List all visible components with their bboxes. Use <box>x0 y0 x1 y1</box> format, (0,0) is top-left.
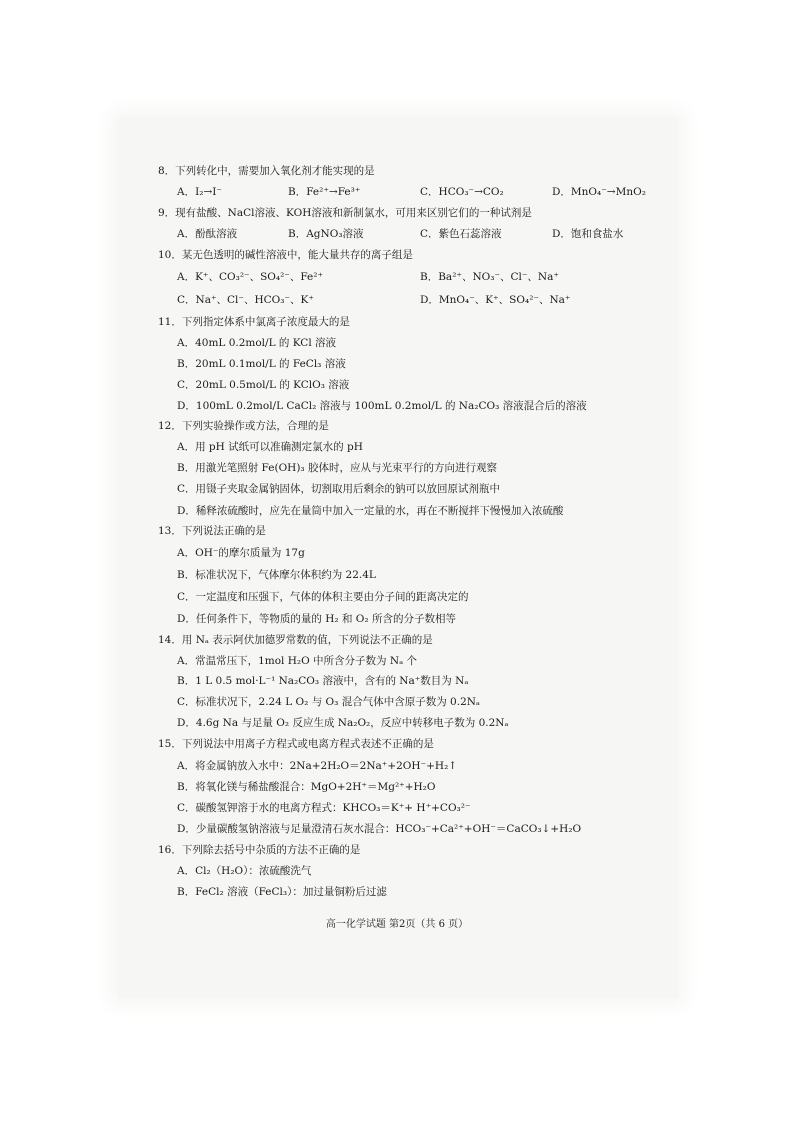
option-d: D．4.6g Na 与足量 O₂ 反应生成 Na₂O₂，反应中转移电子数为 0.2Nₐ <box>177 717 509 729</box>
question-16-stem: 16．下列除去括号中杂质的方法不正确的是 <box>158 844 361 856</box>
option-d: D．MnO₄⁻、K⁺、SO₄²⁻、Na⁺ <box>420 294 571 306</box>
option-c: C．20mL 0.5mol/L 的 KClO₃ 溶液 <box>177 379 350 391</box>
option-a: A．Cl₂（H₂O）：浓硫酸洗气 <box>177 865 312 877</box>
question-11-stem: 11．下列指定体系中氯离子浓度最大的是 <box>158 316 350 328</box>
question-15-stem: 15．下列说法中用离子方程式或电离方程式表述不正确的是 <box>158 738 434 750</box>
option-a: A．将金属钠放入水中：2Na+2H₂O＝2Na⁺+2OH⁻+H₂↑ <box>177 760 458 772</box>
question-12-stem: 12．下列实验操作或方法，合理的是 <box>158 420 329 432</box>
question-13-stem: 13．下列说法正确的是 <box>158 525 266 537</box>
option-d: D．饱和食盐水 <box>552 228 624 240</box>
option-c: C．HCO₃⁻→CO₂ <box>420 186 504 198</box>
option-d: D．100mL 0.2mol/L CaCl₂ 溶液与 100mL 0.2mol/L 的 Na₂CO₃ 溶液混合后的溶液 <box>177 400 587 412</box>
page-footer: 高一化学试题 第2页（共 6 页） <box>325 919 469 930</box>
option-d: D．MnO₄⁻→MnO₂ <box>552 186 646 198</box>
option-a: A．常温常压下，1mol H₂O 中所含分子数为 Nₐ 个 <box>177 655 417 667</box>
option-c: C．标准状况下，2.24 L O₂ 与 O₃ 混合气体中含原子数为 0.2Nₐ <box>177 696 480 708</box>
option-b: B．Fe²⁺→Fe³⁺ <box>288 186 361 198</box>
question-9-options <box>0 227 794 241</box>
question-14-stem: 14．用 Nₐ 表示阿伏加德罗常数的值，下列说法不正确的是 <box>158 634 433 646</box>
option-c: C．一定温度和压强下，气体的体积主要由分子间的距离决定的 <box>177 591 469 603</box>
option-a: A．OH⁻的摩尔质量为 17g <box>177 547 305 559</box>
question-10-stem: 10．某无色透明的碱性溶液中，能大量共存的离子组是 <box>158 249 413 261</box>
option-c: C．紫色石蕊溶液 <box>420 228 502 240</box>
option-b: B．Ba²⁺、NO₃⁻、Cl⁻、Na⁺ <box>420 271 559 283</box>
option-b: B．将氧化镁与稀盐酸混合：MgO+2H⁺＝Mg²⁺+H₂O <box>177 781 436 793</box>
option-a: A．I₂→I⁻ <box>177 186 222 198</box>
question-8-stem: 8．下列转化中，需要加入氧化剂才能实现的是 <box>158 165 375 177</box>
option-b: B．20mL 0.1mol/L 的 FeCl₃ 溶液 <box>177 358 346 370</box>
option-d: D．稀释浓硫酸时，应先在量筒中加入一定量的水，再在不断搅拌下慢慢加入浓硫酸 <box>177 505 564 517</box>
option-b: B．FeCl₂ 溶液（FeCl₃）：加过量铜粉后过滤 <box>177 886 387 898</box>
option-b: B．1 L 0.5 mol·L⁻¹ Na₂CO₃ 溶液中，含有的 Na⁺数目为 Nₐ <box>177 675 469 687</box>
question-10-options-row1 <box>0 270 794 284</box>
option-d: D．少量碳酸氢钠溶液与足量澄清石灰水混合：HCO₃⁻+Ca²⁺+OH⁻＝CaCO₃↓+H₂O <box>177 823 582 835</box>
option-a: A．用 pH 试纸可以准确测定氯水的 pH <box>177 441 363 453</box>
option-a: A．40mL 0.2mol/L 的 KCl 溶液 <box>177 337 337 349</box>
question-10-options-row2 <box>0 293 794 307</box>
option-a: A．K⁺、CO₃²⁻、SO₄²⁻、Fe²⁺ <box>177 271 324 283</box>
option-c: C．用镊子夹取金属钠固体，切割取用后剩余的钠可以放回原试剂瓶中 <box>177 483 501 495</box>
option-c: C．Na⁺、Cl⁻、HCO₃⁻、K⁺ <box>177 294 314 306</box>
option-b: B．AgNO₃溶液 <box>288 228 364 240</box>
question-8-options <box>0 185 794 199</box>
option-b: B．标准状况下，气体摩尔体积约为 22.4L <box>177 569 376 581</box>
question-9-stem: 9．现有盐酸、NaCl溶液、KOH溶液和新制氯水，可用来区别它们的一种试剂是 <box>158 207 532 219</box>
option-b: B．用激光笔照射 Fe(OH)₃ 胶体时，应从与光束平行的方向进行观察 <box>177 462 497 474</box>
option-c: C．碳酸氢钾溶于水的电离方程式：KHCO₃＝K⁺+ H⁺+CO₃²⁻ <box>177 802 471 814</box>
option-a: A．酚酞溶液 <box>177 228 238 240</box>
option-d: D．任何条件下，等物质的量的 H₂ 和 O₂ 所含的分子数相等 <box>177 613 456 625</box>
